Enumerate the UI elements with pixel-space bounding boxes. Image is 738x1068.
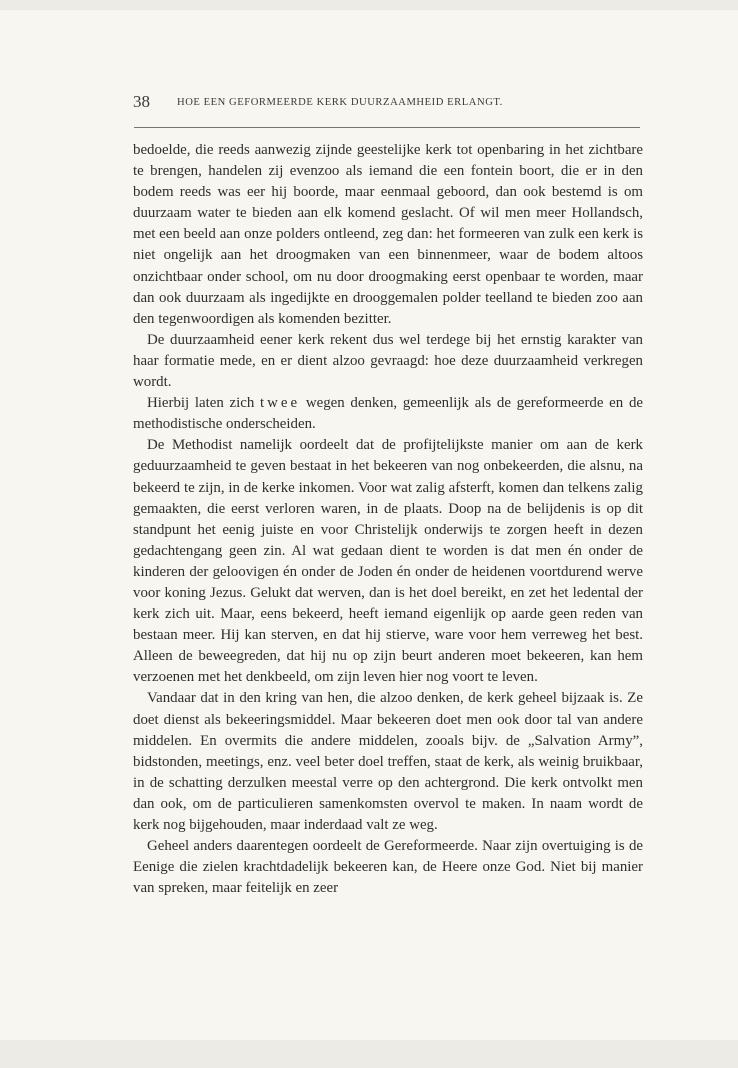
paragraph-2: De duurzaamheid eener kerk rekent dus wel terdege bij het ernstig karakter van haar formatie mede, en er dient alzoo gevraagd: hoe deze duurzaamheid verkregen wordt.: [133, 331, 643, 391]
paragraph-4: De Methodist namelijk oordeelt dat de profijtelijkste manier om aan de kerk geduurzaamheid te geven bestaat in het bekeeren van nog onbekeerden, die alsnu, na bekeerd te zijn, in de kerke inkomen. Voor wat zalig afsterft, komen dan telkens zalig gemaakten, die eerst verloren waren, in de plaats. Doop na de belijdenis is op dit standpunt het eenig juiste en voor Christelijk onderwijs te zorgen heeft in dezen gedachtengang geen zin. Al wat gedaan dient te worden is dat men én onder de kinderen der geloovigen én onder de Joden én onder de heidenen voortdurend werve voor koning Jezus. Gelukt dat werven, dan is het doel bereikt, en zet het ledental der kerk zich uit. Maar, eens bekeerd, heeft iemand eigenlijk op aarde geen reden van bestaan meer. Hij kan sterven, en dat hij stierve, ware voor hem verreweg het best. Alleen de beweegreden, dat hij nu op zijn beurt anderen moet bekeeren, kan hem verzoenen met het denkbeeld, om zijn leven hier nog voort te leven.: [133, 437, 643, 686]
running-title: HOE EEN GEFORMEERDE KERK DUURZAAMHEID ERLANGT.: [177, 97, 503, 108]
emphasized-word: twee: [260, 395, 301, 412]
paragraph-3: [133, 393, 643, 435]
paragraph-6: Geheel anders daarentegen oordeelt de Gereformeerde. Naar zijn overtuiging is de Eenige die zielen krachtdadelijk bekeeren kan, de Heere onze God. Niet bij manier van spreken, maar feitelijk en zeer: [133, 838, 643, 897]
header-rule: [134, 127, 640, 128]
body-text: [133, 140, 643, 899]
paragraph-3-end: wegen denken, gemeenlijk als de gereformeerde en de methodistische onderscheiden.: [133, 395, 643, 433]
page-header: [133, 92, 641, 118]
page-number: 38: [133, 92, 150, 111]
paragraph-5: Vandaar dat in den kring van hen, die alzoo denken, de kerk geheel bijzaak is. Ze doet dienst als bekeeringsmiddel. Maar bekeeren doet men ook door tal van andere middelen. En overmits die andere middelen, zooals bijv. de „Salvation Army”, bidstonden, meetings, enz. veel beter doel treffen, staat de kerk, als weinig bruikbaar, in de schatting derzulken meestal verre op den achtergrond. Die kerk ontvolkt men dan ook, om de particulieren samenkomsten overvol te maken. In naam wordt de kerk nog bijgehouden, maar inderdaad valt ze weg.: [133, 690, 643, 833]
paragraph-1: bedoelde, die reeds aanwezig zijnde geestelijke kerk tot openbaring in het zichtbare te brengen, handelen zij evenzoo als iemand die een fontein boort, die er in den bodem reeds was eer hij boorde, maar eenmaal geboord, dan ook bestemd is om duurzaam water te bieden aan elk komend geslacht. Of wil men meer Hollandsch, met een beeld aan onze polders ontleend, zeg dan: het formeeren van zulk een kerk is niet ongelijk aan het droogmaken van een binnenmeer, waar de bodem altoos onzichtbaar onder school, om nu door droogmaking eerst openbaar te worden, maar dan ook duurzaam als ingedijkte en drooggemalen polder teelland te bieden zoo aan den tegenwoordigen als komenden bezitter.: [133, 142, 643, 327]
paragraph-3-start: Hierbij laten zich: [147, 395, 261, 412]
